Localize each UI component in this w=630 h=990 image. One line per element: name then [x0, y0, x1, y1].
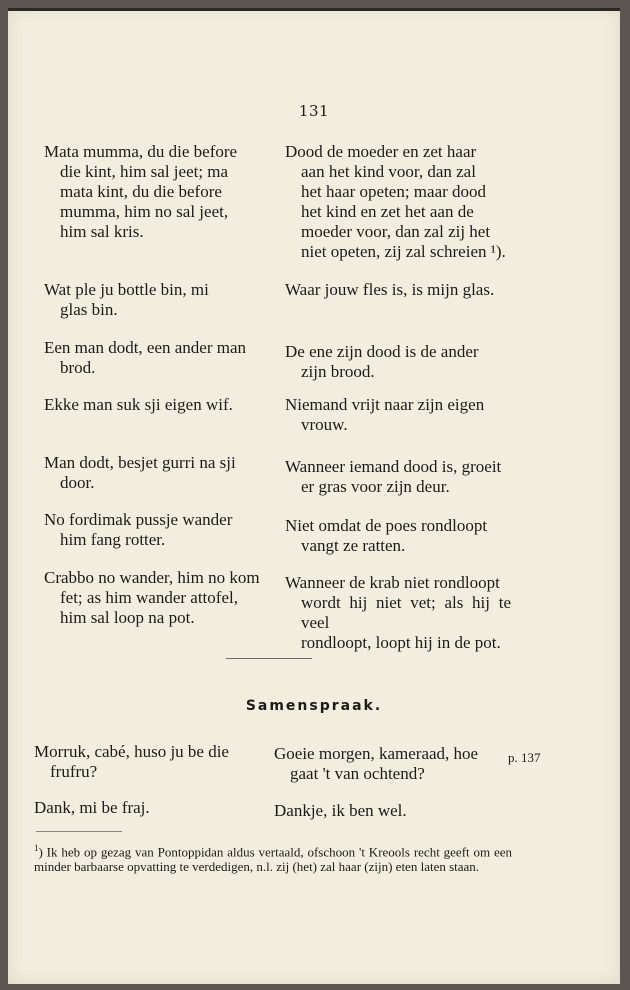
creole-text: Ekke man suk sji eigen wif.	[44, 395, 233, 414]
dutch-translation: Niet omdat de poes rondloopt vangt ze ratten.	[285, 516, 488, 555]
dutch-translation: Dankje, ik ben wel.	[274, 801, 407, 820]
page-number: 131	[298, 102, 330, 120]
creole-text: Dank, mi be fraj.	[34, 798, 150, 817]
dutch-translation: Dood de moeder en zet haar aan het kind voor, dan zal het haar opeten; maar dood het kind en zet het aan de moeder voor, dan zal zij het niet opeten, zij zal schreien ¹).	[285, 142, 506, 261]
book-page	[8, 8, 620, 984]
creole-text: Man dodt, besjet gurri na sji door.	[44, 453, 236, 492]
dutch-translation: De ene zijn dood is de ander zijn brood.	[285, 342, 479, 381]
footnote-rule	[36, 831, 122, 832]
creole-text: Crabbo no wander, him no kom fet; as him wander attofel, him sal loop na pot.	[44, 568, 260, 627]
section-title: Samenspraak.	[245, 698, 383, 714]
margin-page-reference: p. 137	[508, 750, 541, 765]
creole-text: No fordimak pussje wander him fang rotter.	[44, 510, 233, 549]
creole-text: Een man dodt, een ander man brod.	[44, 338, 247, 377]
creole-text: Wat ple ju bottle bin, mi glas bin.	[44, 280, 209, 319]
proverb-list	[8, 8, 620, 984]
footnote	[34, 841, 512, 874]
footnote-marker: 1	[34, 843, 39, 853]
footnote-text: ) Ik heb op gezag van Pontoppidan aldus vertaald, ofschoon 't Kreools recht geeft om een minder barbaarse opvatting te verdedigen, n.l. zij (het) zal haar (zijn) eten laten staan.	[34, 844, 512, 875]
dutch-translation: Niemand vrijt naar zijn eigen vrouw.	[285, 395, 485, 434]
dutch-translation: Wanneer iemand dood is, groeit er gras voor zijn deur.	[285, 457, 502, 496]
creole-text: Mata mumma, du die before die kint, him sal jeet; ma mata kint, du die before mumma, him no sal jeet, him sal kris.	[44, 142, 238, 241]
section-divider	[226, 658, 312, 659]
dutch-translation: Goeie morgen, kameraad, hoe gaat 't van ochtend?	[274, 744, 479, 783]
dutch-translation: Wanneer de krab niet rondloopt wordt hij niet vet; als hij te veel rondloopt, loopt hij in de pot.	[285, 573, 511, 652]
dutch-translation: Waar jouw fles is, is mijn glas.	[285, 280, 495, 299]
creole-text: Morruk, cabé, huso ju be die frufru?	[34, 742, 229, 781]
